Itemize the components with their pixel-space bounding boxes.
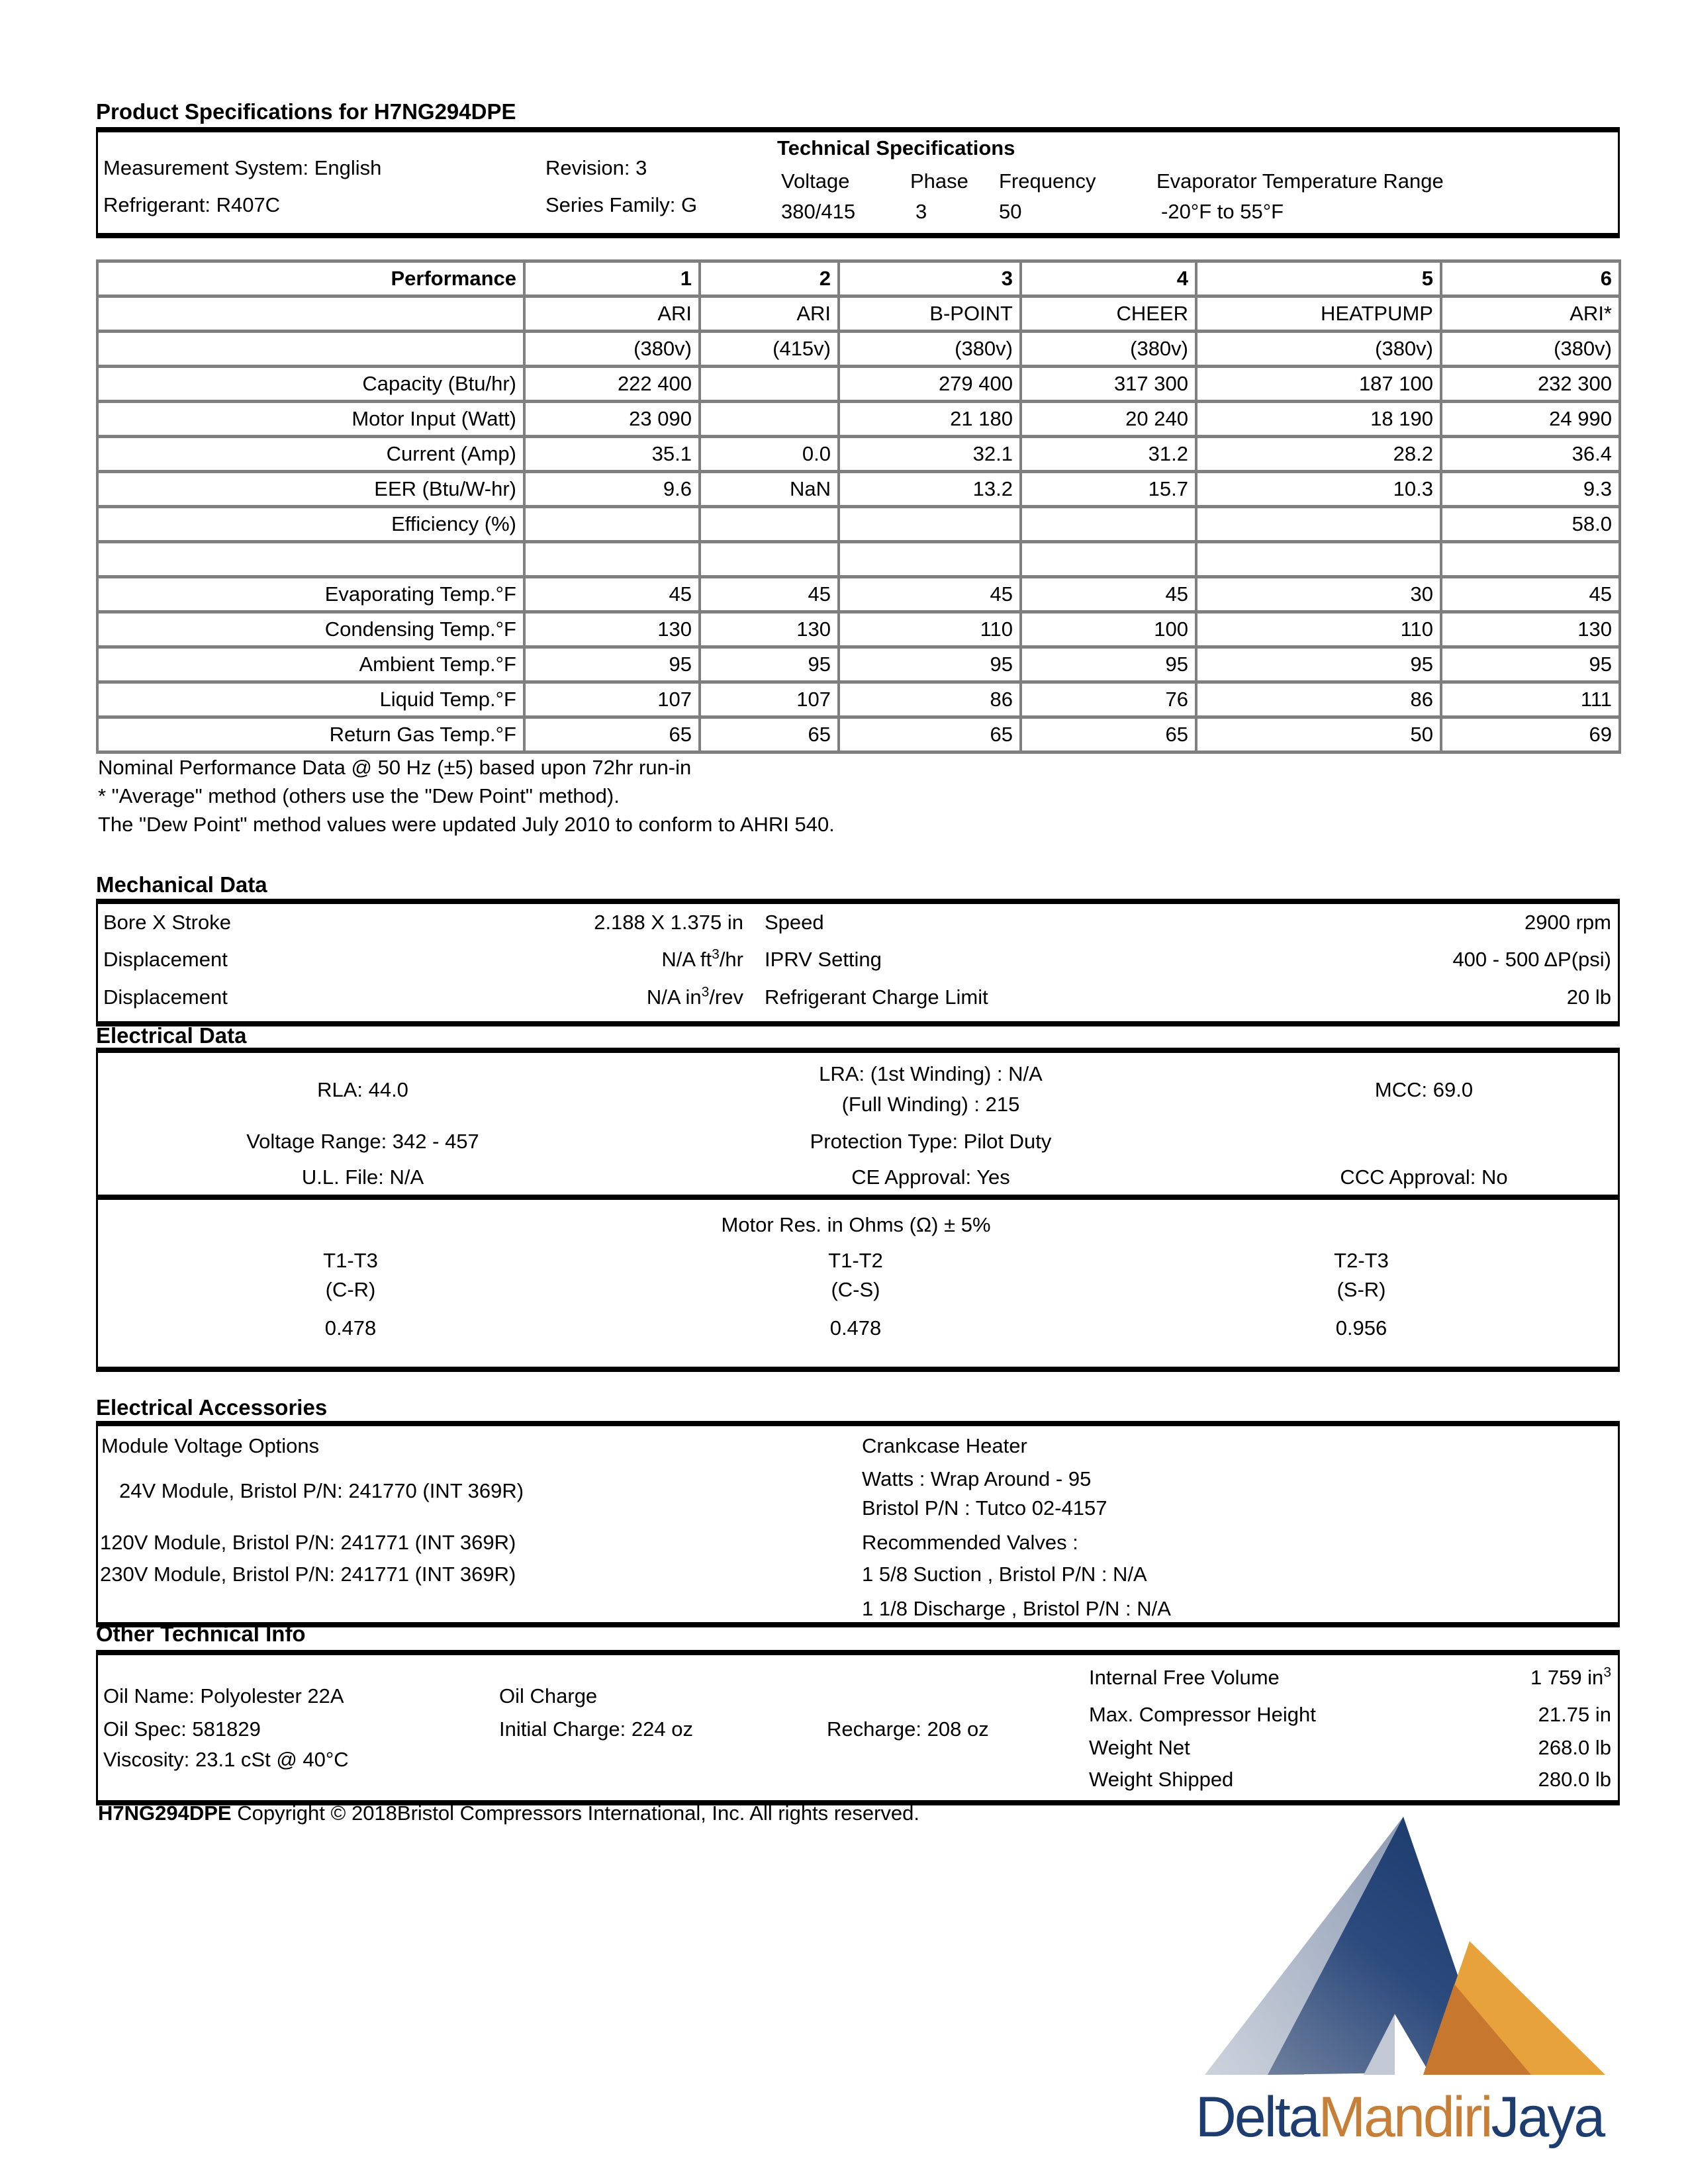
performance-row xyxy=(97,402,1620,437)
performance-cell: 28.2 xyxy=(1196,437,1441,472)
crankcase-part-number: Bristol P/N : Tutco 02-4157 xyxy=(862,1496,1107,1520)
oil-charge-heading: Oil Charge xyxy=(499,1684,598,1707)
performance-cell: 45 xyxy=(839,577,1021,612)
performance-cell: 130 xyxy=(524,612,700,647)
logo-word-jaya: Jaya xyxy=(1491,2085,1604,2149)
performance-cell xyxy=(524,507,700,542)
performance-cell: 76 xyxy=(1021,682,1196,717)
frequency-column-header: Frequency xyxy=(999,169,1096,193)
performance-row-label xyxy=(97,296,524,332)
series-family: Series Family: G xyxy=(545,193,698,216)
performance-cell: 9.6 xyxy=(524,472,700,507)
performance-row-label: Efficiency (%) xyxy=(97,507,524,542)
performance-cell xyxy=(1441,542,1620,577)
performance-row-label xyxy=(97,332,524,367)
note-line: Nominal Performance Data @ 50 Hz (±5) based upon 72hr run-in xyxy=(98,756,692,779)
company-logo-icon xyxy=(1168,1817,1615,2081)
oil-name: Oil Name: Polyolester 22A xyxy=(103,1684,344,1707)
note-line: The "Dew Point" method values were updated July 2010 to conform to AHRI 540. xyxy=(98,813,835,836)
performance-table-body xyxy=(97,261,1620,752)
performance-cell: 30 xyxy=(1196,577,1441,612)
accessories-heading: Electrical Accessories xyxy=(96,1395,328,1420)
performance-cell: 36.4 xyxy=(1441,437,1620,472)
performance-cell: 130 xyxy=(700,612,839,647)
mcc-value: MCC: 69.0 xyxy=(1374,1078,1474,1101)
performance-cell: (380v) xyxy=(524,332,700,367)
performance-cell: 20 240 xyxy=(1021,402,1196,437)
weight-shipped-value: 280.0 lb xyxy=(1538,1768,1611,1791)
winding-pair: T2-T3 xyxy=(1334,1249,1389,1272)
performance-row xyxy=(97,296,1620,332)
ul-file: U.L. File: N/A xyxy=(301,1165,424,1189)
mechanical-heading: Mechanical Data xyxy=(96,872,267,897)
performance-cell: 187 100 xyxy=(1196,367,1441,402)
performance-cell: 45 xyxy=(700,577,839,612)
speed-value: 2900 rpm xyxy=(1524,911,1611,934)
winding-resistance: 0.478 xyxy=(829,1316,882,1340)
performance-cell: 10.3 xyxy=(1196,472,1441,507)
performance-cell: 4 xyxy=(1021,261,1196,296)
module-24v: 24V Module, Bristol P/N: 241770 (INT 369R) xyxy=(119,1479,524,1502)
performance-cell: 65 xyxy=(524,717,700,752)
performance-cell: 45 xyxy=(524,577,700,612)
displacement-hr-label: Displacement xyxy=(103,948,228,971)
oil-spec: Oil Spec: 581829 xyxy=(103,1717,261,1741)
voltage-column-header: Voltage xyxy=(781,169,850,193)
performance-cell: 9.3 xyxy=(1441,472,1620,507)
crankcase-watts: Watts : Wrap Around - 95 xyxy=(862,1467,1092,1490)
other-info-box xyxy=(96,1650,1620,1805)
performance-cell: CHEER xyxy=(1021,296,1196,332)
performance-row-label: Ambient Temp.°F xyxy=(97,647,524,682)
voltage-value: 380/415 xyxy=(781,200,856,223)
performance-cell: 107 xyxy=(524,682,700,717)
performance-cell: 110 xyxy=(1196,612,1441,647)
performance-cell: 65 xyxy=(839,717,1021,752)
protection-type: Protection Type: Pilot Duty xyxy=(810,1130,1052,1153)
performance-cell: (415v) xyxy=(700,332,839,367)
frequency-value: 50 xyxy=(999,200,1022,223)
performance-row xyxy=(97,717,1620,752)
performance-cell: 45 xyxy=(1021,577,1196,612)
performance-cell xyxy=(524,542,700,577)
performance-row xyxy=(97,332,1620,367)
performance-cell: HEATPUMP xyxy=(1196,296,1441,332)
bore-stroke-label: Bore X Stroke xyxy=(103,911,231,934)
weight-shipped-label: Weight Shipped xyxy=(1089,1768,1234,1791)
performance-cell: 58.0 xyxy=(1441,507,1620,542)
other-info-heading: Other Technical Info xyxy=(96,1621,306,1646)
performance-cell: 110 xyxy=(839,612,1021,647)
accessories-box xyxy=(96,1421,1620,1627)
free-volume-value: 1 759 $in^3$ xyxy=(1530,1664,1611,1689)
performance-row xyxy=(97,577,1620,612)
superscript: 3 xyxy=(712,946,720,962)
performance-cell: 317 300 xyxy=(1021,367,1196,402)
performance-cell: ARI xyxy=(700,296,839,332)
performance-row-label: Return Gas Temp.°F xyxy=(97,717,524,752)
mechanical-box xyxy=(96,899,1620,1026)
winding-resistance: 0.478 xyxy=(324,1316,377,1340)
performance-cell: NaN xyxy=(700,472,839,507)
performance-cell: 111 xyxy=(1441,682,1620,717)
performance-cell: 45 xyxy=(1441,577,1620,612)
performance-row-label: Motor Input (Watt) xyxy=(97,402,524,437)
motor-res-heading: Motor Res. in Ohms (Ω) ± 5% xyxy=(721,1213,991,1236)
performance-row xyxy=(97,472,1620,507)
performance-table xyxy=(96,259,1621,754)
performance-cell xyxy=(700,367,839,402)
performance-cell: 100 xyxy=(1021,612,1196,647)
performance-cell xyxy=(1196,542,1441,577)
performance-cell: (380v) xyxy=(1196,332,1441,367)
compressor-height-label: Max. Compressor Height xyxy=(1089,1703,1316,1726)
performance-cell: 95 xyxy=(524,647,700,682)
measurement-system: Measurement System: English xyxy=(103,156,382,179)
voltage-range: Voltage Range: 342 - 457 xyxy=(246,1130,479,1153)
performance-cell: 86 xyxy=(1196,682,1441,717)
copyright-text: Copyright © 2018Bristol Compressors International, Inc. All rights reserved. xyxy=(231,1801,920,1825)
iprv-label: IPRV Setting xyxy=(765,948,882,971)
performance-notes xyxy=(98,753,835,839)
performance-cell: (380v) xyxy=(1441,332,1620,367)
electrical-heading: Electrical Data xyxy=(96,1023,247,1048)
superscript: 3 xyxy=(1603,1664,1611,1680)
performance-cell: 95 xyxy=(700,647,839,682)
performance-cell xyxy=(1196,507,1441,542)
performance-cell: 15.7 xyxy=(1021,472,1196,507)
performance-cell xyxy=(700,402,839,437)
evap-range-value: -20°F to 55°F xyxy=(1161,200,1284,223)
recommended-valves-heading: Recommended Valves : xyxy=(862,1531,1078,1554)
winding-pair: T1-T3 xyxy=(323,1249,378,1272)
performance-cell: ARI xyxy=(524,296,700,332)
winding-terminals: (S-R) xyxy=(1336,1278,1386,1301)
lra-full-winding: (Full Winding) : 215 xyxy=(841,1093,1020,1116)
tech-specs-box xyxy=(96,127,1620,238)
weight-net-label: Weight Net xyxy=(1089,1736,1190,1759)
performance-cell: 232 300 xyxy=(1441,367,1620,402)
performance-cell: 86 xyxy=(839,682,1021,717)
winding-pair: T1-T2 xyxy=(828,1249,883,1272)
performance-row-label xyxy=(97,542,524,577)
performance-cell: 50 xyxy=(1196,717,1441,752)
module-230v: 230V Module, Bristol P/N: 241771 (INT 369R) xyxy=(100,1563,516,1586)
lra-first-winding: LRA: (1st Winding) : N/A xyxy=(819,1062,1043,1085)
performance-row xyxy=(97,507,1620,542)
revision: Revision: 3 xyxy=(545,156,647,179)
refrigerant: Refrigerant: R407C xyxy=(103,193,281,216)
performance-cell: 1 xyxy=(524,261,700,296)
performance-cell xyxy=(700,507,839,542)
superscript: 3 xyxy=(701,984,710,1000)
performance-row xyxy=(97,437,1620,472)
displacement-rev-label: Displacement xyxy=(103,985,228,1009)
performance-row xyxy=(97,542,1620,577)
performance-cell: (380v) xyxy=(839,332,1021,367)
performance-row xyxy=(97,612,1620,647)
performance-cell: 95 xyxy=(1021,647,1196,682)
winding-terminals: (C-R) xyxy=(325,1278,376,1301)
speed-label: Speed xyxy=(765,911,824,934)
module-120v: 120V Module, Bristol P/N: 241771 (INT 369R) xyxy=(100,1531,516,1554)
performance-row xyxy=(97,647,1620,682)
performance-row xyxy=(97,682,1620,717)
evap-range-column-header: Evaporator Temperature Range xyxy=(1156,169,1444,193)
charge-limit-value: 20 lb xyxy=(1566,985,1611,1009)
rla-value: RLA: 44.0 xyxy=(317,1078,408,1101)
performance-row-label: EER (Btu/W-hr) xyxy=(97,472,524,507)
performance-cell: 65 xyxy=(1021,717,1196,752)
performance-cell: 32.1 xyxy=(839,437,1021,472)
logo-word-delta: Delta xyxy=(1195,2085,1319,2149)
performance-cell: 3 xyxy=(839,261,1021,296)
note-line: * "Average" method (others use the "Dew Point" method). xyxy=(98,784,620,807)
performance-cell: ARI* xyxy=(1441,296,1620,332)
discharge-valve: 1 1/8 Discharge , Bristol P/N : N/A xyxy=(862,1597,1171,1620)
page-title: Product Specifications for H7NG294DPE xyxy=(96,99,516,124)
performance-row-label: Evaporating Temp.°F xyxy=(97,577,524,612)
ccc-approval: CCC Approval: No xyxy=(1340,1165,1508,1189)
performance-cell: 279 400 xyxy=(839,367,1021,402)
suction-valve: 1 5/8 Suction , Bristol P/N : N/A xyxy=(862,1563,1147,1586)
iprv-value: 400 - 500 ΔP(psi) xyxy=(1452,948,1611,971)
performance-cell xyxy=(1021,542,1196,577)
winding-terminals: (C-S) xyxy=(831,1278,880,1301)
recharge: Recharge: 208 oz xyxy=(827,1717,989,1741)
free-volume-label: Internal Free Volume xyxy=(1089,1666,1280,1689)
performance-cell: 24 990 xyxy=(1441,402,1620,437)
electrical-divider xyxy=(98,1195,1618,1200)
performance-row-label: Liquid Temp.°F xyxy=(97,682,524,717)
tech-specs-heading: Technical Specifications xyxy=(777,136,1015,159)
performance-cell: 95 xyxy=(1196,647,1441,682)
charge-limit-label: Refrigerant Charge Limit xyxy=(765,985,988,1009)
performance-row-label: Performance xyxy=(97,261,524,296)
crankcase-heater-heading: Crankcase Heater xyxy=(862,1434,1027,1457)
performance-row-label: Capacity (Btu/hr) xyxy=(97,367,524,402)
performance-cell: 13.2 xyxy=(839,472,1021,507)
performance-cell: 31.2 xyxy=(1021,437,1196,472)
compressor-height-value: 21.75 in xyxy=(1538,1703,1611,1726)
copyright-line xyxy=(98,1801,919,1825)
company-logo-text xyxy=(1168,2085,1631,2150)
performance-cell: B-POINT xyxy=(839,296,1021,332)
performance-cell: 222 400 xyxy=(524,367,700,402)
performance-cell: 69 xyxy=(1441,717,1620,752)
performance-cell: 5 xyxy=(1196,261,1441,296)
initial-charge: Initial Charge: 224 oz xyxy=(499,1717,693,1741)
performance-cell: 35.1 xyxy=(524,437,700,472)
displacement-rev-value: N/A $in^3$/rev xyxy=(646,984,743,1009)
performance-cell: 23 090 xyxy=(524,402,700,437)
performance-cell: 21 180 xyxy=(839,402,1021,437)
performance-cell xyxy=(839,542,1021,577)
performance-cell xyxy=(1021,507,1196,542)
phase-column-header: Phase xyxy=(910,169,968,193)
weight-net-value: 268.0 lb xyxy=(1538,1736,1611,1759)
performance-cell: 107 xyxy=(700,682,839,717)
performance-cell: 0.0 xyxy=(700,437,839,472)
performance-cell: 6 xyxy=(1441,261,1620,296)
performance-row-label: Current (Amp) xyxy=(97,437,524,472)
performance-cell: (380v) xyxy=(1021,332,1196,367)
performance-cell: 95 xyxy=(1441,647,1620,682)
performance-cell xyxy=(839,507,1021,542)
performance-cell: 130 xyxy=(1441,612,1620,647)
phase-value: 3 xyxy=(915,200,927,223)
electrical-box xyxy=(96,1048,1620,1372)
performance-cell: 2 xyxy=(700,261,839,296)
performance-cell: 95 xyxy=(839,647,1021,682)
ce-approval: CE Approval: Yes xyxy=(851,1165,1010,1189)
performance-cell: 65 xyxy=(700,717,839,752)
logo-word-mandiri: Mandiri xyxy=(1318,2085,1491,2149)
bore-stroke-value: 2.188 X 1.375 in xyxy=(594,911,743,934)
winding-resistance: 0.956 xyxy=(1335,1316,1387,1340)
performance-row-label: Condensing Temp.°F xyxy=(97,612,524,647)
performance-cell xyxy=(700,542,839,577)
displacement-hr-value: N/A $ft^3/hr$ xyxy=(661,946,743,971)
model-number: H7NG294DPE xyxy=(98,1801,232,1825)
viscosity: Viscosity: 23.1 cSt @ 40°C xyxy=(103,1748,349,1771)
performance-header-row xyxy=(97,261,1620,296)
module-voltage-options-heading: Module Voltage Options xyxy=(101,1434,320,1457)
performance-cell: 18 190 xyxy=(1196,402,1441,437)
performance-row xyxy=(97,367,1620,402)
